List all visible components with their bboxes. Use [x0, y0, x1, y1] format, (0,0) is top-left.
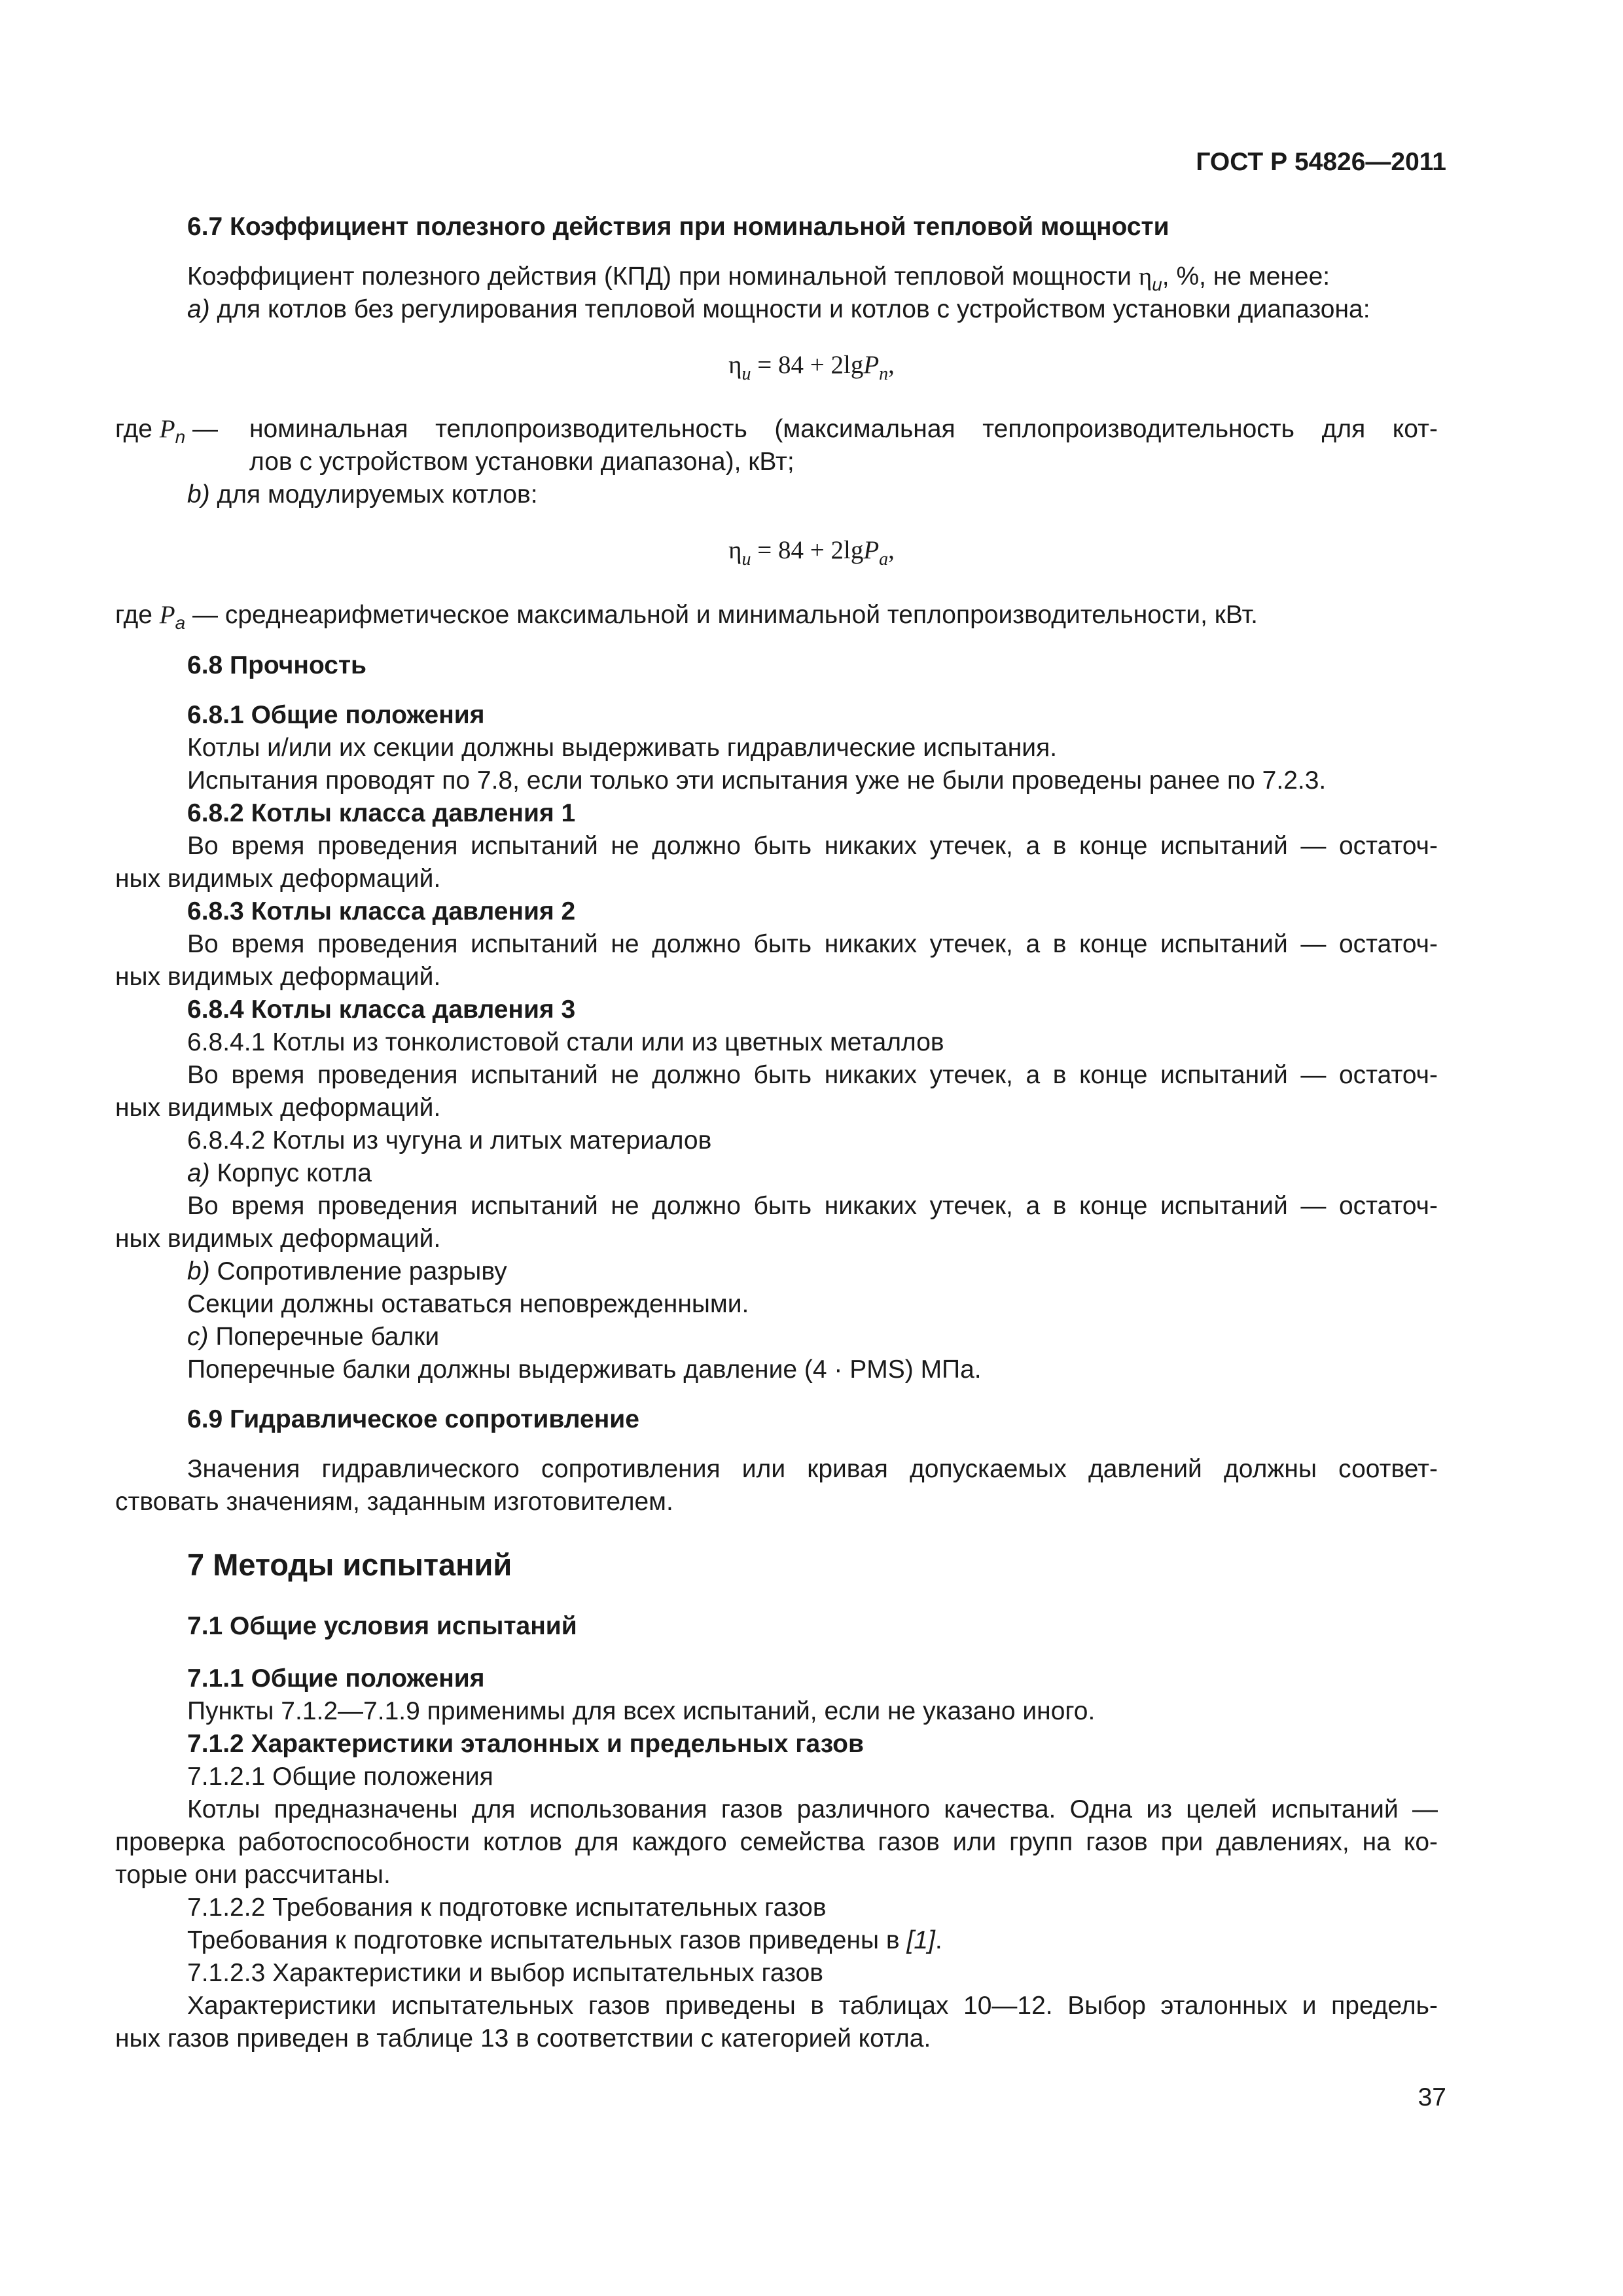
paragraph: ных видимых деформаций.: [115, 1225, 441, 1253]
section-6-8-title: 6.8 Прочность: [187, 651, 367, 679]
paragraph: Пункты 7.1.2—7.1.9 применимы для всех испытаний, если не указано иного.: [187, 1697, 1096, 1725]
paragraph: Характеристики испытательных газов приведены в таблицах 10—12. Выбор эталонных и предель-: [187, 1992, 1438, 2020]
paragraph: Котлы предназначены для использования газов различного качества. Одна из целей испытаний —: [187, 1795, 1438, 1823]
item-c-beams: c) Поперечные балки: [187, 1323, 440, 1351]
paragraph: торые они рассчитаны.: [115, 1861, 391, 1889]
clause-6-8-4-2: 6.8.4.2 Котлы из чугуна и литых материалов: [187, 1126, 712, 1155]
section-7-1-2-title: 7.1.2 Характеристики эталонных и предельных газов: [187, 1730, 864, 1758]
paragraph: ных газов приведен в таблице 13 в соответствии с категорией котла.: [115, 2024, 931, 2053]
where-p-n: где $P_n$ —: [115, 415, 219, 447]
formula-1: $\eta_u = 84 + 2\lg P_n$,: [728, 351, 895, 384]
section-7-title: 7 Методы испытаний: [187, 1547, 512, 1582]
section-6-8-3-title: 6.8.3 Котлы класса давления 2: [187, 897, 576, 925]
clause-6-8-4-1: 6.8.4.1 Котлы из тонколистовой стали или из цветных металлов: [187, 1028, 944, 1056]
where-p-n-text-1: номинальная теплопроизводительность (максимальная теплопроизводительность для кот-: [249, 415, 1438, 443]
section-6-8-4-title: 6.8.4 Котлы класса давления 3: [187, 996, 576, 1024]
section-6-7-paragraph: Коэффициент полезного действия (КПД) при номинальной тепловой мощности $\eta_u$, %, не менее:: [187, 262, 1330, 295]
item-b: b) для модулируемых котлов:: [187, 480, 538, 509]
item-a-body: a) Корпус котла: [187, 1159, 372, 1187]
item-b-rupture: b) Сопротивление разрыву: [187, 1257, 507, 1285]
paragraph: Котлы и/или их секции должны выдерживать гидравлические испытания.: [187, 734, 1058, 762]
where-p-a: где $P_a$ — среднеарифметическое максимальной и минимальной теплопроизводительности, кВт.: [115, 601, 1258, 633]
paragraph: ных видимых деформаций.: [115, 1094, 441, 1122]
clause-7-1-2-3: 7.1.2.3 Характеристики и выбор испытательных газов: [187, 1959, 823, 1987]
paragraph: проверка работоспособности котлов для каждого семейства газов или групп газов при давлениях, на ко-: [115, 1828, 1438, 1856]
paragraph: Во время проведения испытаний не должно быть никаких утечек, а в конце испытаний — остаточ-: [187, 832, 1438, 860]
paragraph: ствовать значениям, заданным изготовителем.: [115, 1488, 673, 1516]
item-a: a) для котлов без регулирования тепловой мощности и котлов с устройством установки диапазона:: [187, 295, 1370, 323]
paragraph: ных видимых деформаций.: [115, 963, 441, 991]
paragraph: Требования к подготовке испытательных газов приведены в [1].: [187, 1926, 942, 1954]
paragraph: Во время проведения испытаний не должно быть никаких утечек, а в конце испытаний — остаточ-: [187, 1192, 1438, 1220]
formula-2: $\eta_u = 84 + 2\lg P_a$,: [728, 536, 895, 569]
paragraph: Поперечные балки должны выдерживать давление (4 · PMS) МПа.: [187, 1355, 982, 1384]
section-7-1-1-title: 7.1.1 Общие положения: [187, 1664, 485, 1693]
standard-header: ГОСТ Р 54826—2011: [1196, 148, 1446, 176]
section-6-7-title: 6.7 Коэффициент полезного действия при номинальной тепловой мощности: [187, 213, 1169, 241]
section-6-8-2-title: 6.8.2 Котлы класса давления 1: [187, 799, 576, 827]
reference-link: [1]: [906, 1926, 935, 1954]
section-6-8-1-title: 6.8.1 Общие положения: [187, 701, 485, 729]
paragraph: Во время проведения испытаний не должно быть никаких утечек, а в конце испытаний — остаточ-: [187, 1061, 1438, 1089]
section-7-1-title: 7.1 Общие условия испытаний: [187, 1612, 577, 1640]
paragraph: Секции должны оставаться неповрежденными.: [187, 1290, 749, 1318]
page-number: 37: [1418, 2083, 1446, 2111]
clause-7-1-2-1: 7.1.2.1 Общие положения: [187, 1763, 493, 1791]
paragraph: Испытания проводят по 7.8, если только эти испытания уже не были проведены ранее по 7.2.3.: [187, 766, 1327, 795]
paragraph: Значения гидравлического сопротивления или кривая допускаемых давлений должны соответ-: [187, 1455, 1438, 1483]
clause-7-1-2-2: 7.1.2.2 Требования к подготовке испытательных газов: [187, 1893, 827, 1922]
where-p-n-text-2: лов с устройством установки диапазона), кВт;: [249, 448, 794, 476]
section-6-9-title: 6.9 Гидравлическое сопротивление: [187, 1405, 639, 1433]
paragraph: Во время проведения испытаний не должно быть никаких утечек, а в конце испытаний — остаточ-: [187, 930, 1438, 958]
paragraph: ных видимых деформаций.: [115, 865, 441, 893]
